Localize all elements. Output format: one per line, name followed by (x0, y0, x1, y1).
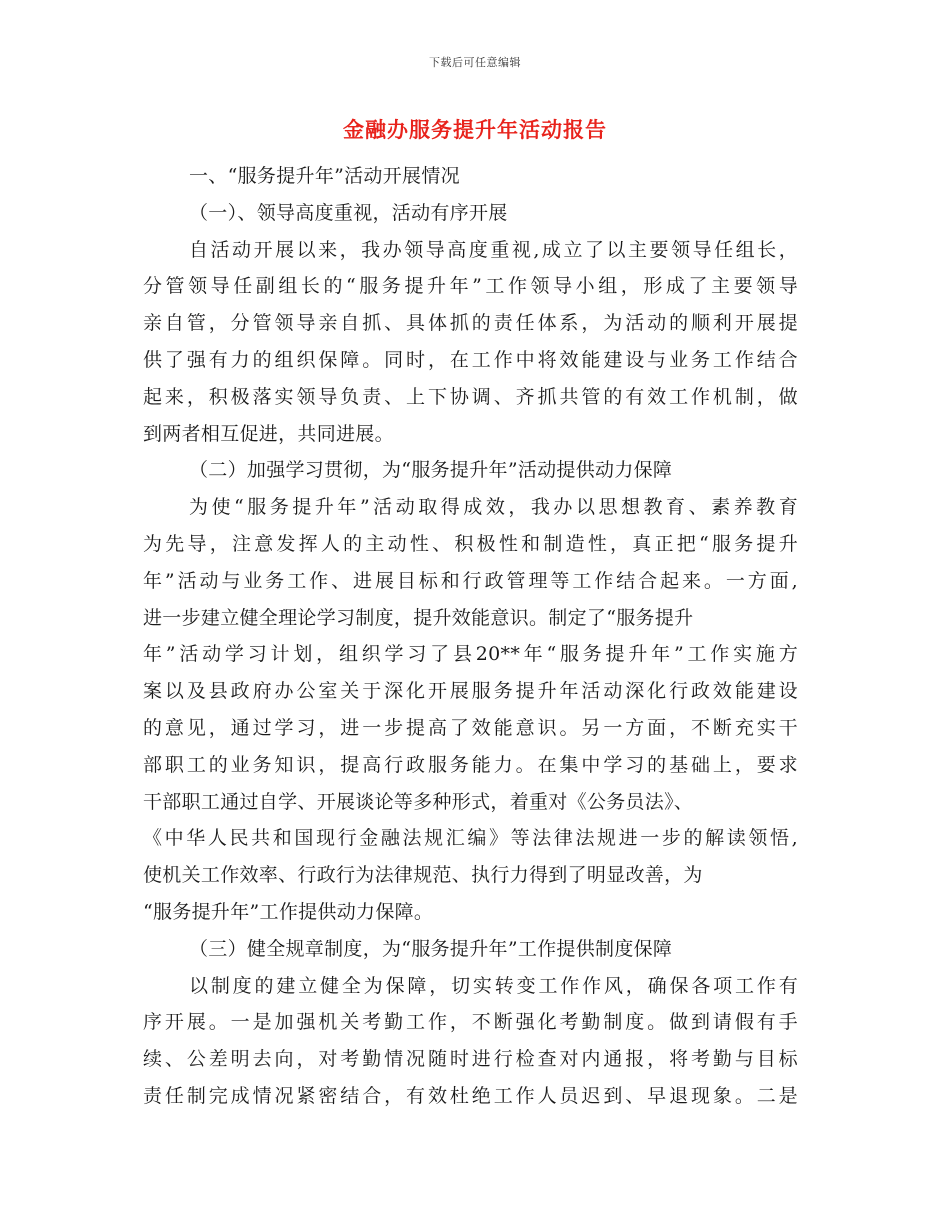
body-text-line: 到两者相互促进，共同进展。 (143, 422, 394, 445)
body-text-line: 自活动开展以来，我办领导高度重视,成立了以主要领导任组长， (189, 238, 798, 261)
body-text-line: 年”活动学习计划，组织学习了县20**年“服务提升年”工作实施方 (143, 643, 798, 666)
document-title: 金融办服务提升年活动报告 (343, 117, 607, 142)
body-text-line: 部职工的业务知识，提高行政服务能力。在集中学习的基础上，要求 (143, 753, 798, 776)
body-text-line: 案以及县政府办公室关于深化开展服务提升年活动深化行政效能建设 (143, 680, 798, 703)
body-text-line: 以制度的建立健全为保障，切实转变工作作风，确保各项工作有 (189, 974, 798, 997)
body-text-line: 供了强有力的组织保障。同时，在工作中将效能建设与业务工作结合 (143, 348, 798, 371)
body-text-line: 干部职工通过自学、开展谈论等多种形式，着重对《公务员法》、 (143, 790, 694, 813)
body-text-line: “服务提升年”工作提供动力保障。 (143, 900, 434, 923)
body-text-line: （二）加强学习贯彻，为“服务提升年”活动提供动力保障 (189, 459, 673, 482)
body-text-line: 责任制完成情况紧密结合，有效杜绝工作人员迟到、早退现象。二是 (143, 1084, 798, 1107)
body-text-line: 起来，积极落实领导负责、上下协调、齐抓共管的有效工作机制，做 (143, 385, 798, 408)
body-text-line: （三）健全规章制度，为“服务提升年”工作提供制度保障 (189, 937, 673, 960)
body-text-line: 分管领导任副组长的“服务提升年”工作领导小组，形成了主要领导 (143, 275, 798, 298)
body-text-line: 序开展。一是加强机关考勤工作，不断强化考勤制度。做到请假有手 (143, 1011, 798, 1034)
body-text-line: 使机关工作效率、行政行为法律规范、执行力得到了明显改善，为 (143, 864, 703, 887)
document-body (143, 158, 798, 1115)
body-text-line: 进一步建立健全理论学习制度，提升效能意识。制定了“服务提升 (143, 606, 694, 629)
body-text-line: 续、公差明去向，对考勤情况随时进行检查对内通报，将考勤与目标 (143, 1048, 798, 1071)
body-text-line: 一、“服务提升年”活动开展情况 (189, 165, 460, 187)
body-text-line: 亲自管，分管领导亲自抓、具体抓的责任体系，为活动的顺利开展提 (143, 312, 798, 335)
body-text-line: 年”活动与业务工作、进展目标和行政管理等工作结合起来。一方面, (143, 569, 798, 592)
body-text-line: 为先导，注意发挥人的主动性、积极性和制造性，真正把“服务提升 (143, 532, 798, 555)
page-header-note: 下载后可任意编辑 (429, 56, 521, 69)
body-text-line: 为使“服务提升年”活动取得成效，我办以思想教育、素养教育 (189, 496, 798, 519)
body-text-line: 《中华人民共和国现行金融法规汇编》等法律法规进一步的解读领悟, (143, 827, 798, 850)
body-text-line: 的意见，通过学习，进一步提高了效能意识。另一方面，不断充实干 (143, 716, 798, 739)
body-text-line: （一）、领导高度重视，活动有序开展 (189, 201, 508, 224)
